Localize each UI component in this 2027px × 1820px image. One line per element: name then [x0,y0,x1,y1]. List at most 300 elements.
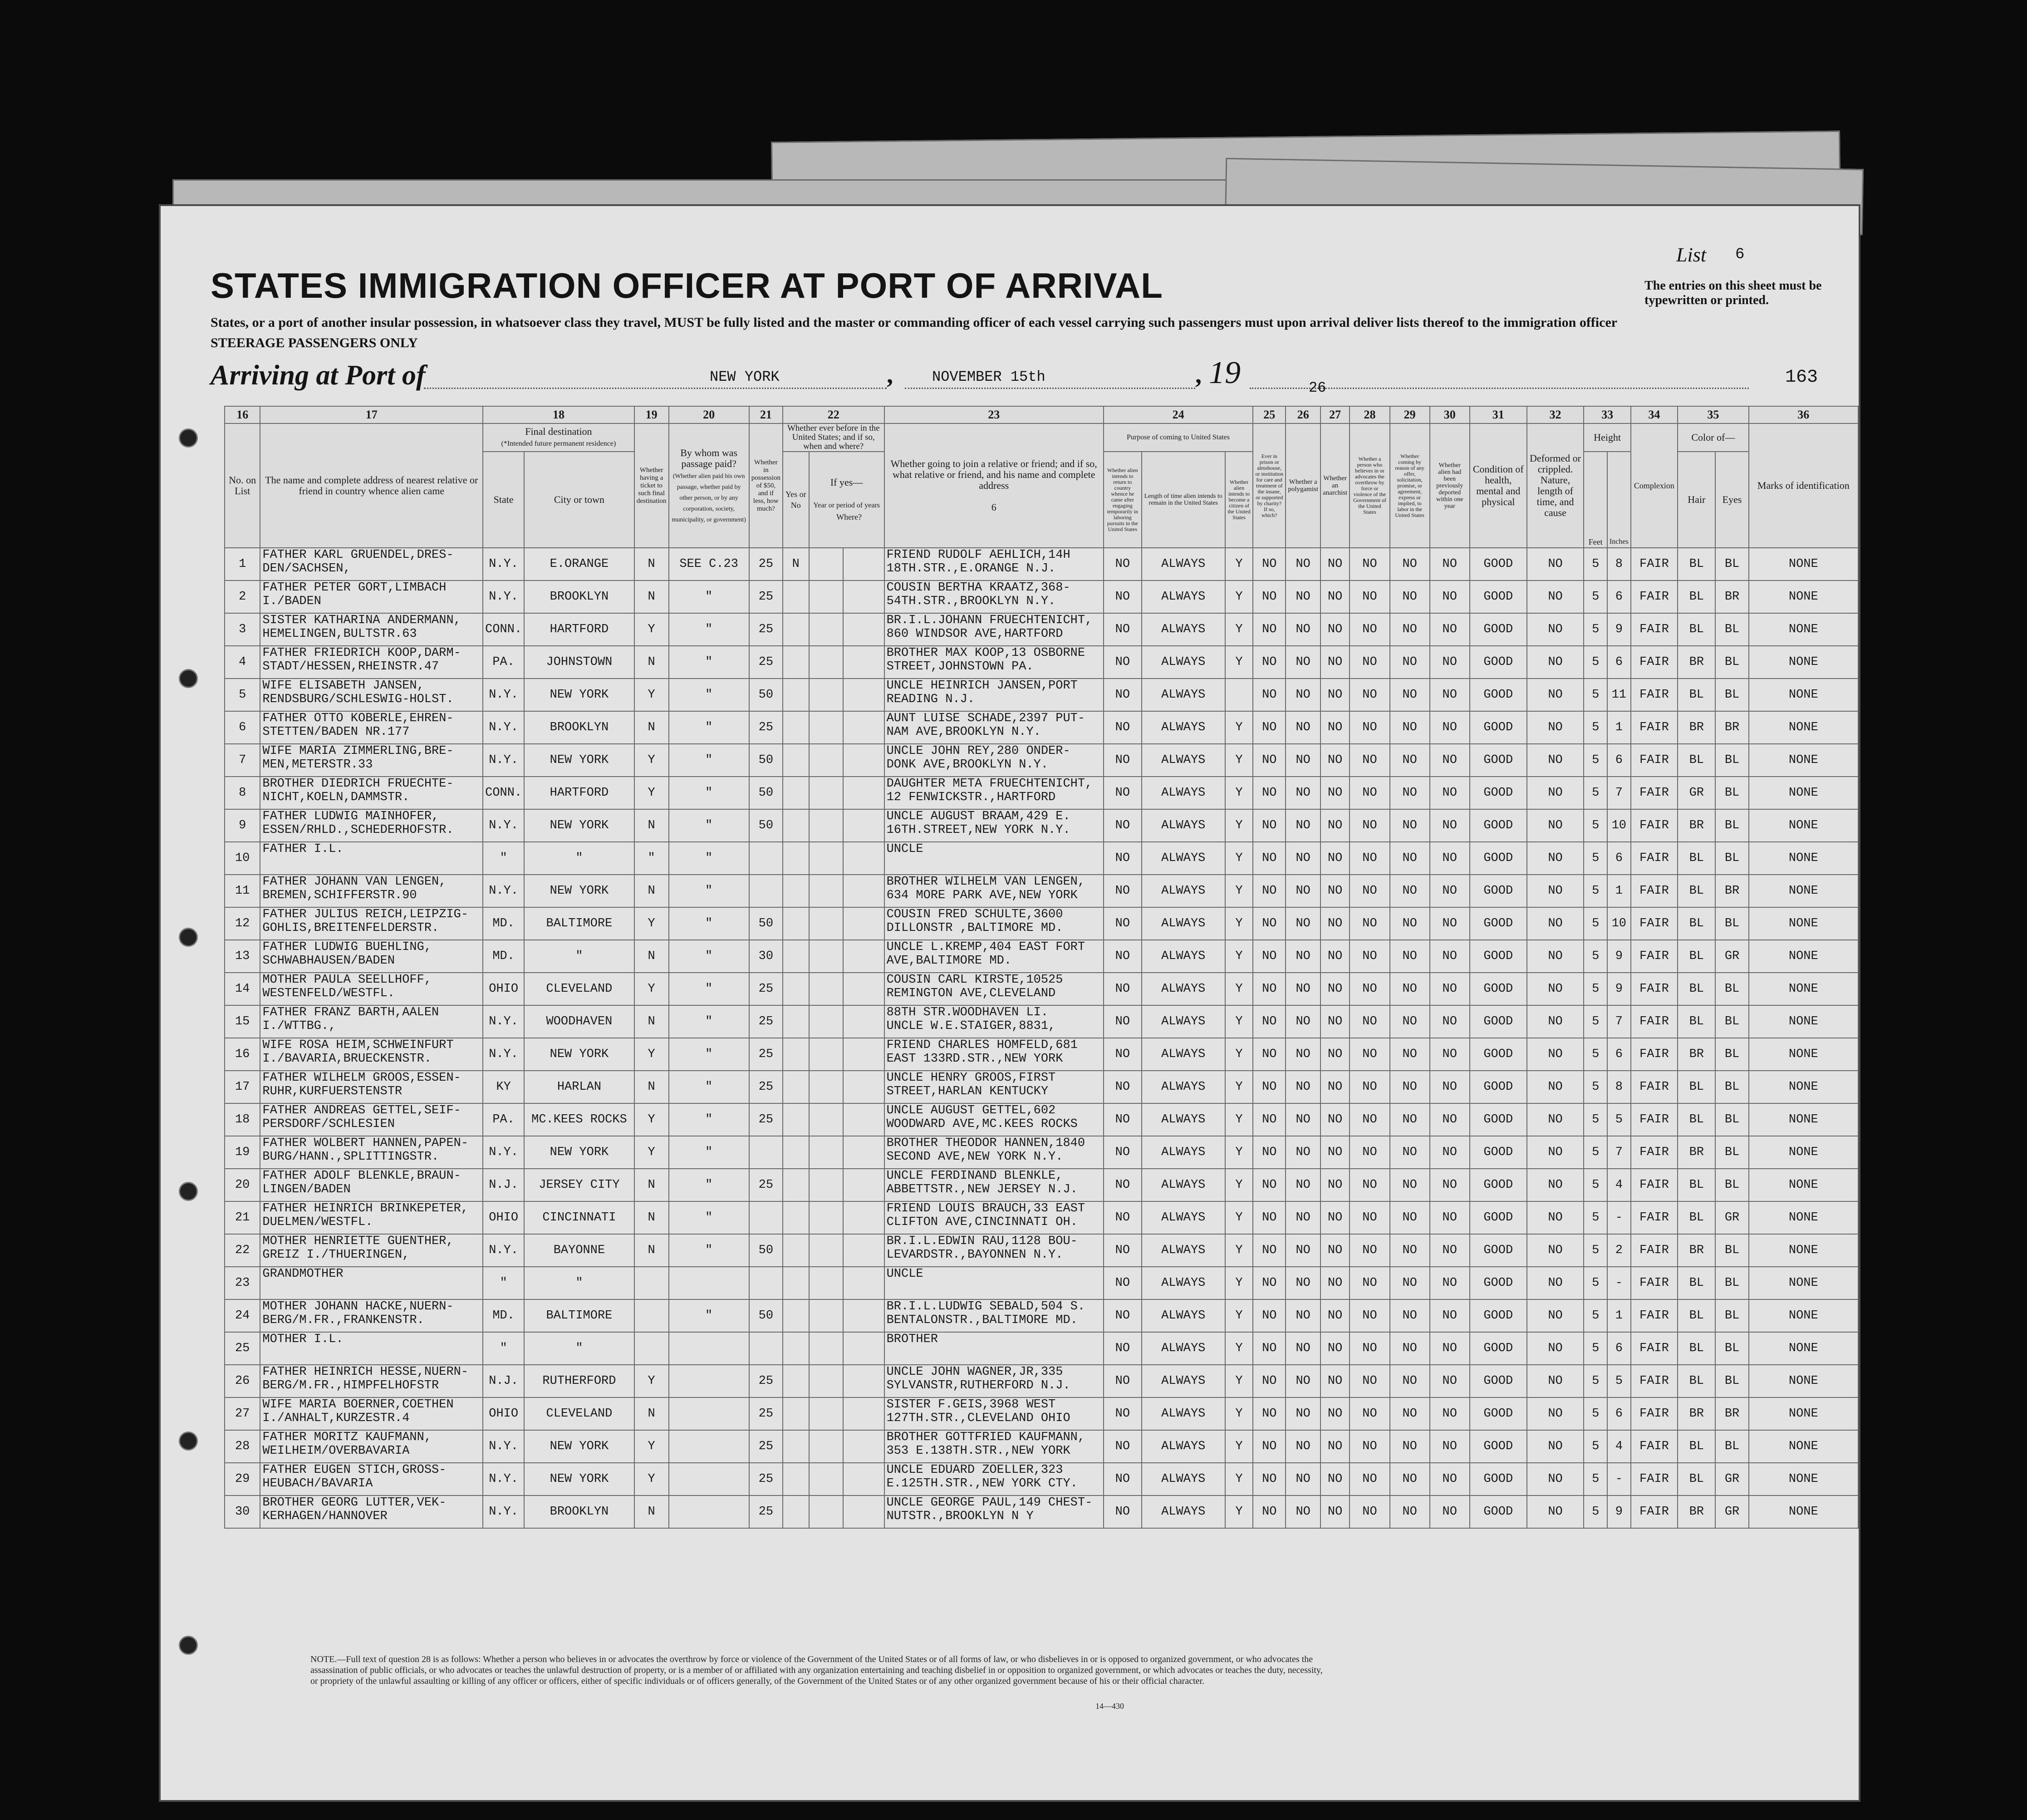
health-cell: GOOD [1470,809,1527,842]
q28-cell: NO [1350,1103,1390,1136]
deformed-cell: NO [1527,907,1584,940]
feet-cell: 5 [1584,907,1607,940]
q28-cell: NO [1350,580,1390,613]
state-cell: N.Y. [483,679,524,711]
citizen-cell: Y [1225,777,1253,809]
citizen-cell: Y [1225,711,1253,744]
relative-address [260,1103,483,1136]
where-cell [843,1463,884,1495]
joining-address [884,580,1104,613]
deformed-cell: NO [1527,1038,1584,1071]
health-cell: GOOD [1470,1397,1527,1430]
q29-cell: NO [1390,940,1430,973]
q29-cell: NO [1390,1397,1430,1430]
joining-address [884,1495,1104,1528]
return-cell: NO [1104,1005,1142,1038]
eyes-cell: BL [1715,1299,1748,1332]
prison-cell: NO [1253,1071,1286,1103]
period-cell [809,940,843,973]
before-us-cell: N [783,548,809,580]
q30-cell: NO [1430,777,1470,809]
complexion-cell: FAIR [1631,1136,1678,1169]
length-cell: ALWAYS [1142,679,1225,711]
deformed-cell: NO [1527,646,1584,679]
ticket-cell: N [634,1397,669,1430]
polygamist-cell: NO [1286,646,1320,679]
table-row [225,973,1858,1005]
joining-address-line-1: 88TH STR.WOODHAVEN LI. [886,1006,1049,1019]
money-cell: 50 [749,777,783,809]
table-row [225,1103,1858,1136]
joining-address-line-2: SYLVANSTR,RUTHERFORD N.J. [886,1379,1070,1392]
feet-cell: 5 [1584,580,1607,613]
column-number: 20 [669,406,749,423]
inches-cell: 9 [1607,973,1631,1005]
joining-address [884,809,1104,842]
return-cell: NO [1104,1299,1142,1332]
where-cell [843,1071,884,1103]
row-number: 24 [225,1299,260,1332]
relative-address-line-2: WESTENFELD/WESTFL. [262,987,395,1000]
relative-address-line-2: KERHAGEN/HANNOVER [262,1510,388,1523]
polygamist-cell: NO [1286,1234,1320,1267]
before-us-cell [783,1103,809,1136]
prison-cell: NO [1253,1103,1286,1136]
relative-address-line-1: FATHER ANDREAS GETTEL,SEIF- [262,1104,461,1117]
before-us-cell [783,679,809,711]
return-cell: NO [1104,1234,1142,1267]
citizen-cell: Y [1225,1267,1253,1299]
joining-address-line-2: 12 FENWICKSTR.,HARTFORD [886,791,1056,804]
prison-cell: NO [1253,777,1286,809]
header-deformed: Deformed or crippled. Nature, length of time, and cause [1527,423,1584,548]
hair-cell: BL [1678,1071,1715,1103]
column-number: 21 [749,406,783,423]
joining-address-line-2: 16TH.STREET,NEW YORK N.Y. [886,823,1070,837]
ticket-cell: N [634,1071,669,1103]
joining-address-line-2: UNCLE [886,1267,923,1281]
marks-cell: NONE [1749,907,1858,940]
q28-cell: NO [1350,1495,1390,1528]
money-cell: 25 [749,548,783,580]
period-cell [809,679,843,711]
hair-cell: BL [1678,1365,1715,1397]
relative-address [260,1234,483,1267]
eyes-cell: GR [1715,1495,1748,1528]
q29-cell: NO [1390,1430,1430,1463]
complexion-cell: FAIR [1631,777,1678,809]
complexion-cell: FAIR [1631,646,1678,679]
passage-paid-cell: " [669,777,749,809]
citizen-cell: Y [1225,1332,1253,1365]
feet-cell: 5 [1584,711,1607,744]
deformed-cell: NO [1527,744,1584,777]
citizen-cell: Y [1225,1365,1253,1397]
eyes-cell: BL [1715,1038,1748,1071]
inches-cell: 6 [1607,1397,1631,1430]
return-cell: NO [1104,1136,1142,1169]
passage-paid-cell [669,1365,749,1397]
relative-address [260,1201,483,1234]
joining-address-line-2: BROTHER [886,1333,938,1346]
marks-cell: NONE [1749,1430,1858,1463]
prison-cell: NO [1253,940,1286,973]
feet-cell: 5 [1584,1169,1607,1201]
passage-paid-cell: " [669,580,749,613]
before-us-cell [783,580,809,613]
q30-cell: NO [1430,940,1470,973]
relative-address-line-1: MOTHER HENRIETTE GUENTHER, [262,1235,454,1248]
health-cell: GOOD [1470,646,1527,679]
city-cell: E.ORANGE [524,548,634,580]
joining-address [884,1071,1104,1103]
passage-paid-cell: " [669,842,749,875]
header-purpose-citizen: Whether alien intends to become a citizen of the United States [1225,452,1253,548]
where-cell [843,1136,884,1169]
passage-paid-cell: " [669,1005,749,1038]
marks-cell: NONE [1749,1038,1858,1071]
joining-address-line-2: NUTSTR.,BROOKLYN N Y [886,1510,1034,1523]
row-number: 19 [225,1136,260,1169]
money-cell: 25 [749,973,783,1005]
inches-cell: - [1607,1463,1631,1495]
citizen-cell: Y [1225,1005,1253,1038]
joining-address [884,1267,1104,1299]
citizen-cell: Y [1225,809,1253,842]
date-fill-line [905,388,1195,389]
row-number: 12 [225,907,260,940]
polygamist-cell: NO [1286,1005,1320,1038]
header-q29: Whether coming by reason of any offer, solicitation, promise, or agreement, express or implied, to labor in the United States [1390,423,1430,548]
polygamist-cell: NO [1286,1365,1320,1397]
q30-cell: NO [1430,1430,1470,1463]
relative-address [260,744,483,777]
eyes-cell: BR [1715,875,1748,907]
inches-cell: 1 [1607,711,1631,744]
binder-hole [179,1182,198,1201]
row-number: 8 [225,777,260,809]
anarchist-cell: NO [1320,1103,1350,1136]
column-number: 17 [260,406,483,423]
citizen-cell: Y [1225,1299,1253,1332]
where-cell [843,1201,884,1234]
relative-address-line-1: FATHER HEINRICH BRINKEPETER, [262,1202,469,1215]
length-cell: ALWAYS [1142,1038,1225,1071]
joining-address-line-1: DAUGHTER META FRUECHTENICHT, [886,777,1093,791]
money-cell: 50 [749,1234,783,1267]
row-number: 18 [225,1103,260,1136]
prison-cell: NO [1253,613,1286,646]
deformed-cell: NO [1527,1136,1584,1169]
joining-address-line-2: BENTALONSTR.,BALTIMORE MD. [886,1313,1078,1327]
where-cell [843,1267,884,1299]
header-if-yes: If yes— Year or period of years Where? [809,452,884,548]
return-cell: NO [1104,973,1142,1005]
passage-paid-cell [669,1463,749,1495]
citizen-cell: Y [1225,1201,1253,1234]
joining-address [884,548,1104,580]
relative-address-line-1: FATHER LUDWIG BUEHLING, [262,940,432,954]
marks-cell: NONE [1749,1103,1858,1136]
table-row [225,1463,1858,1495]
anarchist-cell: NO [1320,1234,1350,1267]
before-us-cell [783,1136,809,1169]
money-cell: 50 [749,907,783,940]
q28-cell: NO [1350,1234,1390,1267]
marks-cell: NONE [1749,1071,1858,1103]
money-cell [749,1267,783,1299]
where-cell [843,907,884,940]
binder-hole [179,1636,198,1655]
period-cell [809,1299,843,1332]
joining-address-line-2: STREET,HARLAN KENTUCKY [886,1085,1049,1098]
eyes-cell: BL [1715,1071,1748,1103]
city-cell: NEW YORK [524,679,634,711]
prison-cell: NO [1253,1267,1286,1299]
date-value: NOVEMBER 15th [932,369,1045,385]
joining-address-line-1: UNCLE EDUARD ZOELLER,323 [886,1463,1063,1477]
passage-paid-cell: " [669,875,749,907]
eyes-cell: BR [1715,711,1748,744]
passage-paid-cell [669,1430,749,1463]
joining-address [884,744,1104,777]
relative-address-line-2: BERG/M.FR.,FRANKENSTR. [262,1313,424,1327]
citizen-cell: Y [1225,646,1253,679]
relative-address-line-2: RUHR,KURFUERSTENSTR [262,1085,402,1098]
port-fill-line [424,388,887,389]
joining-address-line-1: UNCLE FERDINAND BLENKLE, [886,1169,1063,1183]
page-title: STATES IMMIGRATION OFFICER AT PORT OF ARRIVAL [211,266,1163,305]
before-us-cell [783,1234,809,1267]
q28-cell: NO [1350,1397,1390,1430]
relative-address-line-1: FATHER WOLBERT HANNEN,PAPEN- [262,1136,469,1150]
period-cell [809,1136,843,1169]
ticket-cell: N [634,646,669,679]
period-cell [809,1103,843,1136]
joining-address-line-2: UNCLE [886,842,923,856]
return-cell: NO [1104,777,1142,809]
length-cell: ALWAYS [1142,1005,1225,1038]
feet-cell: 5 [1584,1234,1607,1267]
health-cell: GOOD [1470,875,1527,907]
q30-cell: NO [1430,1071,1470,1103]
feet-cell: 5 [1584,1495,1607,1528]
deformed-cell: NO [1527,711,1584,744]
passage-paid-cell [669,1332,749,1365]
form-number: 14—430 [1095,1702,1124,1711]
length-cell: ALWAYS [1142,842,1225,875]
inches-cell: 5 [1607,1365,1631,1397]
money-cell: 25 [749,1005,783,1038]
period-cell [809,580,843,613]
ticket-cell: N [634,1169,669,1201]
period-cell [809,744,843,777]
complexion-cell: FAIR [1631,613,1678,646]
relative-address [260,907,483,940]
relative-address [260,1071,483,1103]
hair-cell: BL [1678,875,1715,907]
anarchist-cell: NO [1320,875,1350,907]
marks-cell: NONE [1749,1267,1858,1299]
period-cell [809,711,843,744]
inches-cell: 6 [1607,842,1631,875]
q29-cell: NO [1390,1234,1430,1267]
state-cell: N.Y. [483,711,524,744]
length-cell: ALWAYS [1142,1136,1225,1169]
q30-cell: NO [1430,646,1470,679]
citizen-cell: Y [1225,907,1253,940]
relative-address-line-1: BROTHER DIEDRICH FRUECHTE- [262,777,454,791]
row-number: 11 [225,875,260,907]
relative-address-line-2: DEN/SACHSEN, [262,562,351,576]
q29-cell: NO [1390,1169,1430,1201]
column-number: 29 [1390,406,1430,423]
row-number: 6 [225,711,260,744]
joining-address [884,679,1104,711]
deformed-cell: NO [1527,1103,1584,1136]
hair-cell: GR [1678,777,1715,809]
binder-hole [179,928,198,947]
polygamist-cell: NO [1286,613,1320,646]
table-row [225,1071,1858,1103]
health-cell: GOOD [1470,907,1527,940]
q29-cell: NO [1390,580,1430,613]
money-cell: 25 [749,1430,783,1463]
marks-cell: NONE [1749,875,1858,907]
header-purpose-return: Whether alien intends to return to country whence he came after engaging temporarily in laboring pursuits in the United States [1104,452,1142,548]
citizen-cell: Y [1225,548,1253,580]
deformed-cell: NO [1527,1005,1584,1038]
column-number: 31 [1470,406,1527,423]
ticket-cell: Y [634,1365,669,1397]
q30-cell: NO [1430,1038,1470,1071]
ticket-cell: Y [634,1430,669,1463]
period-cell [809,1005,843,1038]
length-cell: ALWAYS [1142,1463,1225,1495]
polygamist-cell: NO [1286,1267,1320,1299]
deformed-cell: NO [1527,1365,1584,1397]
prison-cell: NO [1253,842,1286,875]
polygamist-cell: NO [1286,1169,1320,1201]
hair-cell: BL [1678,842,1715,875]
prison-cell: NO [1253,1169,1286,1201]
joining-address-line-1: UNCLE L.KREMP,404 EAST FORT [886,940,1085,954]
health-cell: GOOD [1470,842,1527,875]
ticket-cell: Y [634,1463,669,1495]
health-cell: GOOD [1470,1365,1527,1397]
complexion-cell: FAIR [1631,1332,1678,1365]
state-cell: N.J. [483,1169,524,1201]
length-cell: ALWAYS [1142,1365,1225,1397]
anarchist-cell: NO [1320,613,1350,646]
state-cell: MD. [483,1299,524,1332]
joining-address-line-1: BR.I.L.LUDWIG SEBALD,504 S. [886,1300,1085,1313]
passage-paid-cell [669,1267,749,1299]
header-feet: Feet [1584,452,1607,548]
q30-cell: NO [1430,875,1470,907]
joining-address [884,973,1104,1005]
q29-cell: NO [1390,613,1430,646]
marks-cell: NONE [1749,744,1858,777]
feet-cell: 5 [1584,777,1607,809]
marks-cell: NONE [1749,1169,1858,1201]
hair-cell: BL [1678,1267,1715,1299]
relative-address-line-1: WIFE ELISABETH JANSEN, [262,679,424,693]
length-cell: ALWAYS [1142,875,1225,907]
money-cell: 25 [749,1495,783,1528]
q28-cell: NO [1350,1299,1390,1332]
table-row [225,679,1858,711]
joining-address [884,842,1104,875]
return-cell: NO [1104,1038,1142,1071]
money-cell [749,1332,783,1365]
city-cell: HARLAN [524,1071,634,1103]
relative-address-line-1: MOTHER JOHANN HACKE,NUERN- [262,1300,454,1313]
period-cell [809,1463,843,1495]
anarchist-cell: NO [1320,1430,1350,1463]
deformed-cell: NO [1527,842,1584,875]
q30-cell: NO [1430,580,1470,613]
ticket-cell: Y [634,973,669,1005]
table-row [225,1365,1858,1397]
where-cell [843,548,884,580]
header-health: Condition of health, mental and physical [1470,423,1527,548]
joining-address-line-2: NAM AVE,BROOKLYN N.Y. [886,725,1041,739]
joining-address [884,1169,1104,1201]
inches-cell: 6 [1607,744,1631,777]
length-cell: ALWAYS [1142,548,1225,580]
header-anarchist: Whether an anarchist [1320,423,1350,548]
anarchist-cell: NO [1320,548,1350,580]
health-cell: GOOD [1470,1005,1527,1038]
q30-cell: NO [1430,1103,1470,1136]
period-cell [809,1430,843,1463]
return-cell: NO [1104,809,1142,842]
inches-cell: 6 [1607,580,1631,613]
marks-cell: NONE [1749,1299,1858,1332]
health-cell: GOOD [1470,580,1527,613]
marks-cell: NONE [1749,809,1858,842]
polygamist-cell: NO [1286,1103,1320,1136]
length-cell: ALWAYS [1142,1071,1225,1103]
table-row [225,1267,1858,1299]
joining-address [884,1038,1104,1071]
passage-paid-cell: " [669,679,749,711]
q28-cell: NO [1350,548,1390,580]
where-cell [843,973,884,1005]
q28-cell: NO [1350,1463,1390,1495]
ticket-cell: Y [634,679,669,711]
eyes-cell: BL [1715,973,1748,1005]
where-cell [843,711,884,744]
return-cell: NO [1104,1201,1142,1234]
where-cell [843,646,884,679]
where-cell [843,809,884,842]
complexion-cell: FAIR [1631,1299,1678,1332]
passage-paid-cell: " [669,1038,749,1071]
relative-address [260,777,483,809]
joining-address [884,1463,1104,1495]
q28-cell: NO [1350,744,1390,777]
marks-cell: NONE [1749,842,1858,875]
header-state: State [483,452,524,548]
deformed-cell: NO [1527,1071,1584,1103]
city-cell: JOHNSTOWN [524,646,634,679]
deformed-cell: NO [1527,1397,1584,1430]
passage-paid-cell: " [669,1234,749,1267]
row-number: 30 [225,1495,260,1528]
joining-address [884,1103,1104,1136]
